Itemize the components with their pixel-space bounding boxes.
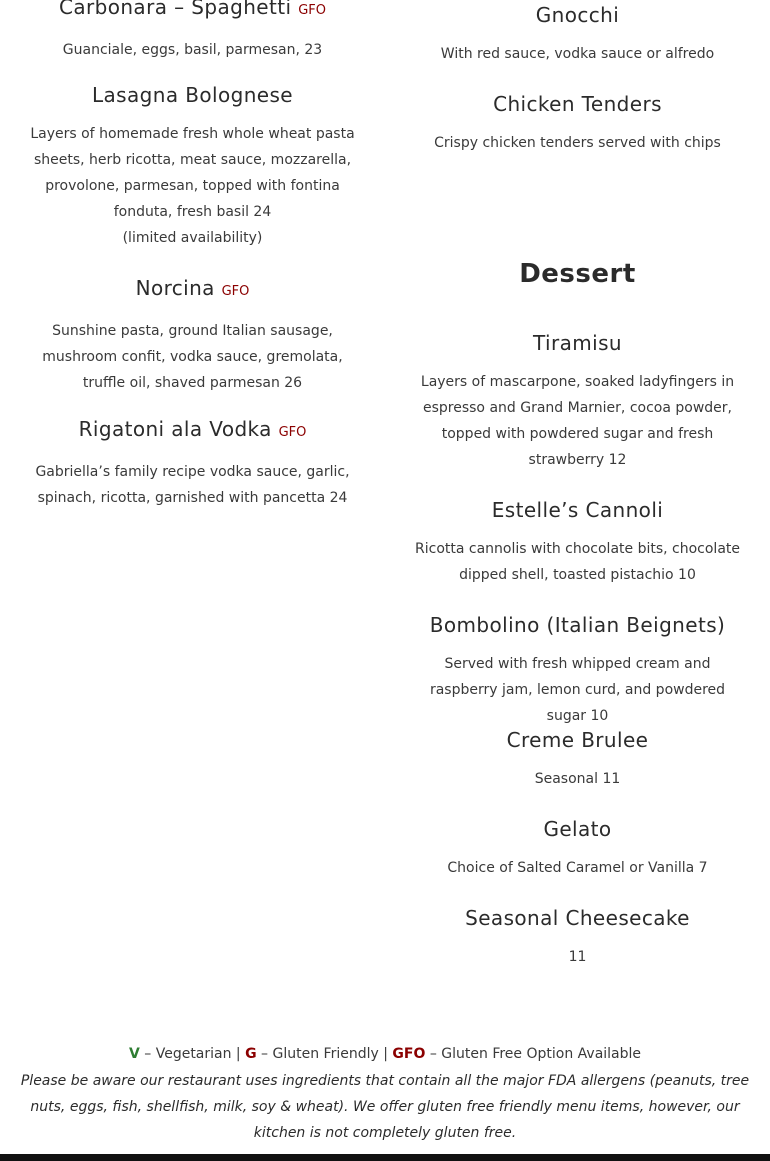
gfo-tag: GFO (298, 3, 327, 18)
menu-item-tiramisu (415, 330, 740, 473)
menu-item-title: Bombolino (Italian Beignets) (429, 613, 726, 637)
menu-item-title: Chicken Tenders (493, 92, 662, 116)
menu-item-description: Gabriella’s family recipe vodka sauce, garlic, spinach, ricotta, garnished with pancetta 24 (35, 464, 350, 506)
vegetarian-key: V (128, 1046, 140, 1062)
menu-item-title: Creme Brulee (506, 728, 649, 752)
menu-item-cannoli (415, 497, 740, 588)
menu-item-creme-brulee (415, 727, 740, 792)
menu-item-title: Estelle’s Cannoli (491, 498, 664, 522)
gluten-friendly-label: – Gluten Friendly | (256, 1046, 393, 1062)
menu-item-norcina (30, 275, 355, 396)
menu-item-description: Crispy chicken tenders served with chips (434, 135, 721, 151)
menu-item-gnocchi (415, 2, 740, 67)
menu-item-description: With red sauce, vodka sauce or alfredo (440, 46, 715, 62)
menu-item-description: Layers of mascarpone, soaked ladyfingers in espresso and Grand Marnier, cocoa powder, topped with powdered sugar and fresh strawberry 12 (420, 374, 735, 468)
menu-item-description: Sunshine pasta, ground Italian sausage, mushroom confit, vodka sauce, gremolata, truffle oil, shaved parmesan 26 (42, 323, 343, 391)
menu-item-title: Gelato (543, 817, 612, 841)
availability-note: (limited availability) (122, 230, 263, 246)
gfo-tag: GFO (278, 425, 307, 440)
gfo-tag: GFO (221, 284, 250, 299)
menu-item-bombolino (415, 612, 740, 729)
menu-item-title: Tiramisu (533, 331, 622, 355)
menu-item-description: Served with fresh whipped cream and raspberry jam, lemon curd, and powdered sugar 10 (429, 656, 726, 724)
allergen-disclaimer: Please be aware our restaurant uses ingredients that contain all the major FDA allergens (peanuts, tree nuts, eggs, fish, shellfish, milk, soy & wheat). We offer gluten free friendly menu items, however, our kitchen is not completely gluten free. (20, 1073, 750, 1141)
menu-item-carbonara (30, 0, 355, 63)
menu-item-description: Guanciale, eggs, basil, parmesan, 23 (62, 42, 323, 58)
gluten-free-option-label: – Gluten Free Option Available (425, 1046, 642, 1062)
menu-item-description: Choice of Salted Caramel or Vanilla 7 (447, 860, 708, 876)
dietary-legend (0, 1042, 770, 1066)
gluten-free-option-key: GFO (392, 1046, 426, 1062)
menu-item-title: Norcina GFO (135, 276, 250, 300)
menu-item-description: Seasonal 11 (534, 771, 621, 787)
left-menu-column (30, 0, 355, 514)
menu-item-description: Layers of homemade fresh whole wheat pasta sheets, herb ricotta, meat sauce, mozzarella, provolone, parmesan, topped with fontina fonduta, fresh basil 24 (limited availability) (30, 121, 355, 251)
menu-item-description: 11 (568, 949, 587, 965)
menu-item-title: Gnocchi (535, 3, 620, 27)
menu-item-title: Rigatoni ala Vodka GFO (78, 417, 307, 441)
menu-item-lasagna (30, 82, 355, 251)
menu-item-title: Lasagna Bolognese (91, 83, 293, 107)
vegetarian-label: – Vegetarian | (139, 1046, 246, 1062)
menu-item-rigatoni (30, 416, 355, 511)
menu-item-gelato (415, 816, 740, 881)
menu-item-title: Carbonara – Spaghetti GFO (58, 0, 327, 19)
dessert-section-title: Dessert (519, 259, 636, 289)
menu-item-description: Ricotta cannolis with chocolate bits, chocolate dipped shell, toasted pistachio 10 (415, 541, 741, 583)
menu-item-chicken-tenders (415, 91, 740, 156)
menu-item-cheesecake (415, 905, 740, 970)
gluten-friendly-key: G (245, 1046, 257, 1062)
right-menu-column (415, 2, 740, 982)
bottom-bar (0, 1154, 770, 1161)
menu-item-title: Seasonal Cheesecake (465, 906, 690, 930)
